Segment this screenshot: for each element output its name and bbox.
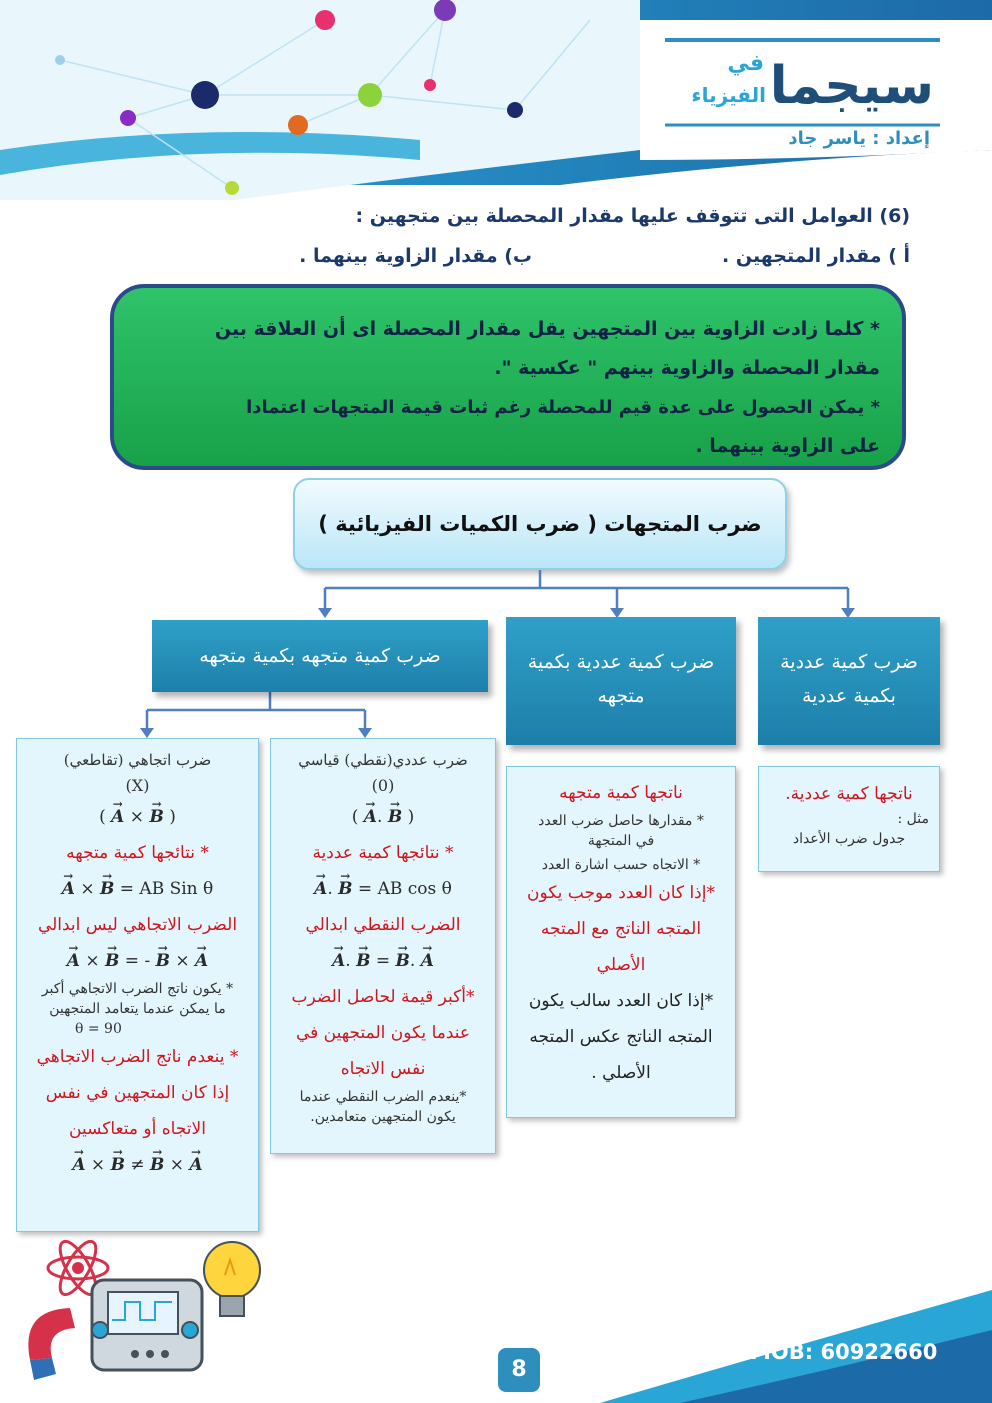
sv-rule-1: *إذا كان العدد موجب يكون xyxy=(527,883,715,903)
cross-symbol: (X) xyxy=(125,776,150,795)
ss-example: جدول ضرب الأعداد xyxy=(792,831,906,847)
cross-noncommutative-formula: → A × → B ≠ → B × → A xyxy=(25,1147,250,1183)
dot-notation: ( → A. → B ) xyxy=(279,799,487,835)
magnet-icon xyxy=(28,1308,75,1380)
notes-box xyxy=(110,284,906,470)
dot-commutative-formula: → A. → B = → B. → A xyxy=(279,943,487,979)
brand-fi: في xyxy=(727,51,764,76)
ss-result: ناتجها كمية عددية. xyxy=(785,784,913,804)
sv-note-2: * الاتجاه حسب اشارة العدد xyxy=(541,857,701,873)
cross-noncommutative: الضرب الاتجاهي ليس ابدالي xyxy=(37,915,238,935)
branch-scalar-vector: ضرب كمية عددية بكمية متجهه xyxy=(506,617,736,745)
cross-notation: ( → A × → B ) xyxy=(25,799,250,835)
cross-zero-1: * ينعدم ناتج الضرب الاتجاهي xyxy=(36,1047,239,1067)
dot-title: ضرب عددي(نقطي) قياسي xyxy=(298,751,468,769)
cross-formula: → A × → B = AB Sin θ xyxy=(25,871,250,907)
dot-max-1: *أكبر قيمة لحاصل الضرب xyxy=(291,987,475,1007)
brand-logo xyxy=(654,51,934,120)
sv-rule-2: المتجه الناتج مع المتجه xyxy=(540,919,702,939)
footer-decoration xyxy=(0,1230,992,1403)
sv-result: ناتجها كمية متجهه xyxy=(559,783,683,803)
cross-angle: θ = 90 xyxy=(75,1021,122,1037)
brand-main: سيجما xyxy=(769,56,934,116)
cross-zero-3: الاتجاه أو متعاكسين xyxy=(69,1119,206,1139)
cross-max: * يكون ناتج الضرب الاتجاهي أكبر ما يمكن عندما يتعامد المتجهين xyxy=(41,981,234,1017)
sv-rule-3: الأصلي xyxy=(596,955,646,975)
cross-title: ضرب اتجاهي (تقاطعي) xyxy=(63,751,212,769)
option-a: أ ) مقدار المتجهين . xyxy=(722,245,910,267)
oscilloscope-icon xyxy=(92,1280,202,1370)
note-line-1: * كلما زادت الزاوية بين المتجهين يقل مقدار المحصلة اى أن العلاقة بين xyxy=(214,318,880,340)
branch-vector-vector: ضرب كمية متجهه بكمية متجهه xyxy=(152,620,488,692)
sv-neg-2: المتجه الناتج عكس المتجه xyxy=(529,1027,713,1047)
ss-example-label: مثل : xyxy=(897,811,929,827)
dot-symbol: (0) xyxy=(371,776,395,795)
diagram-title: ضرب المتجهات ( ضرب الكميات الفيزيائية ) xyxy=(318,512,762,536)
diagram-title-box xyxy=(293,478,787,570)
brand-sub: الفيزياء xyxy=(691,83,766,107)
dot-max-3: نفس الاتجاه xyxy=(340,1059,426,1079)
option-b: ب) مقدار الزاوية بينهما . xyxy=(299,245,532,267)
mobile-number: MOB: 60922660 xyxy=(750,1340,938,1364)
dot-formula: → A. → B = AB cos θ xyxy=(279,871,487,907)
cross-anticommutative-formula: → A × → B = - → B × → A xyxy=(25,943,250,979)
sv-neg-3: الأصلي . xyxy=(591,1063,651,1083)
note-line-2: مقدار المحصلة والزاوية بينهم " عكسية ". xyxy=(494,357,880,379)
dot-max-2: عندما يكون المتجهين في xyxy=(295,1023,471,1043)
sv-note-1: * مقدارها حاصل ضرب العدد في المتجهة xyxy=(538,813,704,849)
dot-product-detail xyxy=(270,738,496,1154)
cross-product-detail xyxy=(16,738,259,1232)
sv-neg-1: *إذا كان العدد سالب يكون xyxy=(528,991,714,1011)
dot-zero: *ينعدم الضرب النقطي عندما يكون المتجهين متعامدين. xyxy=(299,1089,467,1125)
branch-scalar-scalar: ضرب كمية عددية بكمية عددية xyxy=(758,617,940,745)
note-line-3: * يمكن الحصول على عدة قيم للمحصلة رغم ثبات قيمة المتجهات اعتمادا xyxy=(246,397,880,418)
cross-result: * نتائجها كمية متجهه xyxy=(66,843,209,863)
scalar-vector-detail xyxy=(506,766,736,1118)
dot-commutative: الضرب النقطي ابدالي xyxy=(305,915,461,935)
author: إعداد : ياسر جاد xyxy=(788,128,930,149)
page-number: 8 xyxy=(498,1348,540,1392)
lightbulb-icon xyxy=(204,1242,260,1316)
cross-zero-2: إذا كان المتجهين في نفس xyxy=(45,1083,230,1103)
dot-result: * نتائجها كمية عددية xyxy=(312,843,454,863)
question-title: (6) العوامل التى تتوقف عليها مقدار المحصلة بين متجهين : xyxy=(355,205,910,227)
scalar-scalar-detail xyxy=(758,766,940,872)
note-line-4: على الزاوية بينهما . xyxy=(695,435,880,457)
